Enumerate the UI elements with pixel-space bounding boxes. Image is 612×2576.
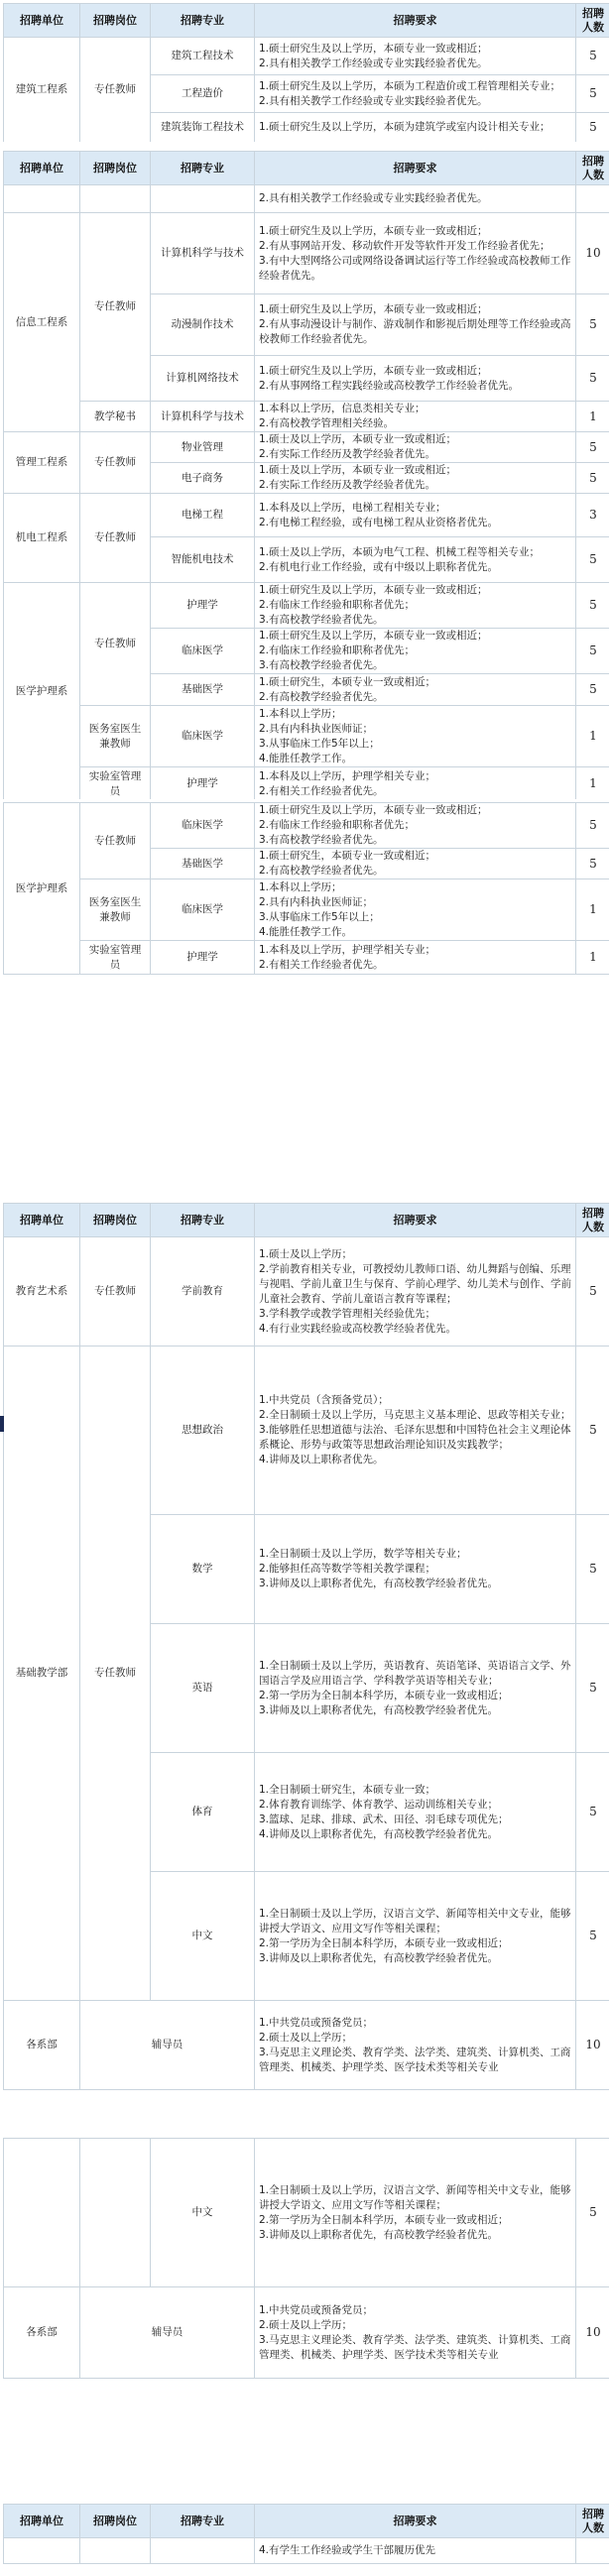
left-edge-marker bbox=[0, 1416, 4, 1432]
header-requirements: 招聘要求 bbox=[255, 1204, 576, 1237]
major-cell: 动漫制作技术 bbox=[151, 294, 255, 356]
table-block-5-table bbox=[3, 2138, 609, 2379]
table-block-4 bbox=[3, 1203, 609, 2130]
count-cell: 5 bbox=[576, 1237, 610, 1347]
requirements-cell: 1.硕士研究生及以上学历，本硕专业一致或相近； 2.有从事网站开发、移动软件开发等软件开发工作经验者优先； 3.有中大型网络公司或网络设备调试运行等工作经验或高校教师工作经验者优先。 bbox=[255, 213, 576, 294]
requirements-cell: 1.硕士研究生，本硕专业一致或相近； 2.有高校教学经验者优先。 bbox=[255, 674, 576, 706]
count-cell bbox=[576, 2538, 610, 2564]
table-row bbox=[4, 879, 610, 941]
header-position: 招聘岗位 bbox=[80, 1204, 151, 1237]
unit-cell: 医学护理系 bbox=[4, 583, 80, 800]
header-position: 招聘岗位 bbox=[80, 4, 151, 38]
requirements-cell: 1.本科以上学历，信息类相关专业； 2.有高校教学管理相关经验。 bbox=[255, 402, 576, 432]
count-cell: 1 bbox=[576, 767, 610, 800]
position-cell: 专任教师 bbox=[80, 1237, 151, 1347]
table-row bbox=[4, 2287, 610, 2379]
position-cell: 辅导员 bbox=[80, 2287, 255, 2379]
position-cell bbox=[80, 185, 151, 213]
header-major: 招聘专业 bbox=[151, 4, 255, 38]
count-cell: 5 bbox=[576, 1753, 610, 1872]
count-cell: 5 bbox=[576, 113, 610, 143]
count-cell: 5 bbox=[576, 1515, 610, 1624]
count-cell: 5 bbox=[576, 463, 610, 494]
requirements-cell: 1.硕士研究生及以上学历，本硕专业一致或相近； 2.有临床工作经验和职称者优先； 3.有高校教学经验者优先。 bbox=[255, 583, 576, 629]
header-requirements: 招聘要求 bbox=[255, 2505, 576, 2538]
major-cell: 电梯工程 bbox=[151, 494, 255, 537]
header-count: 招聘人数 bbox=[576, 152, 610, 185]
header-major: 招聘专业 bbox=[151, 152, 255, 185]
table-block-3 bbox=[3, 802, 609, 1199]
table-block-3-table bbox=[3, 802, 609, 975]
table-row bbox=[4, 1347, 610, 1515]
major-cell: 基础医学 bbox=[151, 674, 255, 706]
position-cell bbox=[80, 2139, 151, 2287]
count-cell: 5 bbox=[576, 849, 610, 879]
requirements-cell: 1.全日制硕士研究生，本硕专业一致； 2.体育教育训练学、体育教学、运动训练相关专业； 3.篮球、足球、排球、武术、田径、羽毛球专项优先； 4.讲师及以上职称者优先，有高校教学经验者优先。 bbox=[255, 1753, 576, 1872]
table-row bbox=[4, 432, 610, 463]
requirements-cell: 1.硕士及以上学历，本硕为电气工程、机械工程等相关专业； 2.有机电行业工作经验，或有中级以上职称者优先。 bbox=[255, 537, 576, 583]
unit-cell: 信息工程系 bbox=[4, 213, 80, 432]
table-block-2-table bbox=[3, 151, 609, 799]
requirements-cell: 1.本科及以上学历，护理学相关专业； 2.有相关工作经验者优先。 bbox=[255, 941, 576, 975]
table-block-5 bbox=[3, 2138, 609, 2480]
requirements-cell: 1.硕士研究生及以上学历，本硕专业一致或相近； 2.有临床工作经验和职称者优先； 3.有高校教学经验者优先。 bbox=[255, 803, 576, 849]
table-block-2 bbox=[3, 151, 609, 799]
major-cell: 计算机网络技术 bbox=[151, 356, 255, 402]
position-cell: 专任教师 bbox=[80, 1347, 151, 2001]
position-cell bbox=[80, 2538, 151, 2564]
major-cell: 思想政治 bbox=[151, 1347, 255, 1515]
count-cell: 10 bbox=[576, 2001, 610, 2090]
count-cell: 5 bbox=[576, 583, 610, 629]
major-cell: 护理学 bbox=[151, 941, 255, 975]
header-major: 招聘专业 bbox=[151, 1204, 255, 1237]
count-cell: 5 bbox=[576, 629, 610, 674]
requirements-cell: 1.硕士研究生及以上学历，本硕专业一致或相近； 2.具有相关教学工作经验或专业实践经验者优先。 bbox=[255, 38, 576, 75]
count-cell: 5 bbox=[576, 2139, 610, 2287]
major-cell: 临床医学 bbox=[151, 803, 255, 849]
table-block-4-table bbox=[3, 1203, 609, 2090]
header-count: 招聘人数 bbox=[576, 4, 610, 38]
requirements-cell: 1.全日制硕士及以上学历，汉语言文学、新闻等相关中文专业，能够讲授大学语文、应用文写作等相关课程； 2.第一学历为全日制本科学历，本硕专业一致或相近； 3.讲师及以上职称者优先，有高校教学经验者优先。 bbox=[255, 1872, 576, 2001]
requirements-cell: 1.硕士及以上学历，本硕专业一致或相近； 2.有实际工作经历及教学经验者优先。 bbox=[255, 432, 576, 463]
position-cell: 专任教师 bbox=[80, 494, 151, 583]
header-position: 招聘岗位 bbox=[80, 2505, 151, 2538]
major-cell: 临床医学 bbox=[151, 706, 255, 767]
requirements-cell: 1.中共党员或预备党员； 2.硕士及以上学历； 3.马克思主义理论类、教育学类、法学类、建筑类、计算机类、工商管理类、机械类、护理学类、医学技术类等相关专业 bbox=[255, 2287, 576, 2379]
major-cell: 英语 bbox=[151, 1624, 255, 1753]
position-cell: 专任教师 bbox=[80, 213, 151, 402]
unit-cell bbox=[4, 185, 80, 213]
table-block-1 bbox=[3, 3, 609, 142]
requirements-cell: 1.硕士研究生及以上学历，本硕专业一致或相近； 2.有从事网络工程实践经验或高校教学工作经验者优先。 bbox=[255, 356, 576, 402]
table-row bbox=[4, 941, 610, 975]
count-cell: 5 bbox=[576, 1872, 610, 2001]
count-cell: 3 bbox=[576, 494, 610, 537]
header-row bbox=[4, 4, 610, 38]
count-cell: 1 bbox=[576, 941, 610, 975]
requirements-cell: 1.本科及以上学历，护理学相关专业； 2.有相关工作经验者优先。 bbox=[255, 767, 576, 800]
requirements-cell: 1.本科以上学历； 2.具有内科执业医师证； 3.从事临床工作5年以上； 4.能胜任教学工作。 bbox=[255, 879, 576, 941]
count-cell: 1 bbox=[576, 706, 610, 767]
unit-cell: 医学护理系 bbox=[4, 803, 80, 975]
header-unit: 招聘单位 bbox=[4, 152, 80, 185]
unit-cell: 管理工程系 bbox=[4, 432, 80, 494]
header-requirements: 招聘要求 bbox=[255, 4, 576, 38]
major-cell: 基础医学 bbox=[151, 849, 255, 879]
count-cell: 5 bbox=[576, 356, 610, 402]
major-cell: 体育 bbox=[151, 1753, 255, 1872]
position-cell: 专任教师 bbox=[80, 432, 151, 494]
position-cell: 医务室医生兼教师 bbox=[80, 706, 151, 767]
count-cell: 5 bbox=[576, 432, 610, 463]
requirements-cell: 1.中共党员（含预备党员）； 2.全日制硕士及以上学历，马克思主义基本理论、思政等相关专业； 3.能够胜任思想道德与法治、毛泽东思想和中国特色社会主义理论体系概论、形势与政策等思想政治理论知识及实践教学； 4.讲师及以上职称者优先。 bbox=[255, 1347, 576, 1515]
major-cell bbox=[151, 2538, 255, 2564]
position-cell: 教学秘书 bbox=[80, 402, 151, 432]
requirements-cell: 1.本科以上学历； 2.具有内科执业医师证； 3.从事临床工作5年以上； 4.能胜任教学工作。 bbox=[255, 706, 576, 767]
table-row bbox=[4, 402, 610, 432]
count-cell: 5 bbox=[576, 38, 610, 75]
header-requirements: 招聘要求 bbox=[255, 152, 576, 185]
major-cell: 数学 bbox=[151, 1515, 255, 1624]
count-cell: 5 bbox=[576, 1624, 610, 1753]
unit-cell: 机电工程系 bbox=[4, 494, 80, 583]
unit-cell: 各系部 bbox=[4, 2001, 80, 2090]
header-major: 招聘专业 bbox=[151, 2505, 255, 2538]
count-cell: 5 bbox=[576, 294, 610, 356]
requirements-cell: 2.具有相关教学工作经验或专业实践经验者优先。 bbox=[255, 185, 576, 213]
requirements-cell: 1.硕士研究生及以上学历，本硕专业一致或相近； 2.有临床工作经验和职称者优先； 3.有高校教学经验者优先。 bbox=[255, 629, 576, 674]
count-cell: 1 bbox=[576, 402, 610, 432]
count-cell: 5 bbox=[576, 1347, 610, 1515]
table-block-6-table bbox=[3, 2504, 609, 2564]
major-cell: 护理学 bbox=[151, 583, 255, 629]
major-cell: 物业管理 bbox=[151, 432, 255, 463]
major-cell: 建筑工程技术 bbox=[151, 38, 255, 75]
count-cell: 5 bbox=[576, 75, 610, 113]
header-count: 招聘人数 bbox=[576, 1204, 610, 1237]
table-row bbox=[4, 2001, 610, 2090]
requirements-cell: 1.硕士及以上学历，本硕专业一致或相近； 2.有实际工作经历及教学经验者优先。 bbox=[255, 463, 576, 494]
major-cell: 工程造价 bbox=[151, 75, 255, 113]
requirements-cell: 1.本科及以上学历，电梯工程相关专业； 2.有电梯工程经验，或有电梯工程从业资格者优先。 bbox=[255, 494, 576, 537]
count-cell: 5 bbox=[576, 674, 610, 706]
header-row bbox=[4, 1204, 610, 1237]
table-row bbox=[4, 2139, 610, 2287]
position-cell: 实验室管理员 bbox=[80, 767, 151, 800]
major-cell bbox=[151, 185, 255, 213]
count-cell: 10 bbox=[576, 213, 610, 294]
major-cell: 电子商务 bbox=[151, 463, 255, 494]
position-cell: 专任教师 bbox=[80, 803, 151, 879]
count-cell: 5 bbox=[576, 803, 610, 849]
header-unit: 招聘单位 bbox=[4, 2505, 80, 2538]
major-cell: 中文 bbox=[151, 2139, 255, 2287]
position-cell: 专任教师 bbox=[80, 583, 151, 706]
table-row bbox=[4, 213, 610, 294]
header-row bbox=[4, 152, 610, 185]
count-cell: 10 bbox=[576, 2287, 610, 2379]
table-row bbox=[4, 1237, 610, 1347]
count-cell bbox=[576, 185, 610, 213]
major-cell: 建筑装饰工程技术 bbox=[151, 113, 255, 143]
major-cell: 临床医学 bbox=[151, 879, 255, 941]
major-cell: 中文 bbox=[151, 1872, 255, 2001]
requirements-cell: 1.中共党员或预备党员； 2.硕士及以上学历； 3.马克思主义理论类、教育学类、法学类、建筑类、计算机类、工商管理类、机械类、护理学类、医学技术类等相关专业 bbox=[255, 2001, 576, 2090]
count-cell: 1 bbox=[576, 879, 610, 941]
requirements-cell: 1.硕士研究生及以上学历，本硕为工程造价或工程管理相关专业； 2.具有相关教学工作经验或专业实践经验者优先。 bbox=[255, 75, 576, 113]
header-position: 招聘岗位 bbox=[80, 152, 151, 185]
table-row bbox=[4, 706, 610, 767]
unit-cell: 教育艺术系 bbox=[4, 1237, 80, 1347]
position-cell: 医务室医生兼教师 bbox=[80, 879, 151, 941]
count-cell: 5 bbox=[576, 537, 610, 583]
major-cell: 学前教育 bbox=[151, 1237, 255, 1347]
major-cell: 计算机科学与技术 bbox=[151, 402, 255, 432]
header-unit: 招聘单位 bbox=[4, 4, 80, 38]
major-cell: 智能机电技术 bbox=[151, 537, 255, 583]
position-cell: 辅导员 bbox=[80, 2001, 255, 2090]
major-cell: 计算机科学与技术 bbox=[151, 213, 255, 294]
requirements-cell: 1.硕士及以上学历； 2.学前教育相关专业，可教授幼儿教师口语、幼儿舞蹈与创编、乐理与视唱、学前儿童卫生与保育、学前心理学、幼儿美术与创作、学前儿童社会教育、学前儿童语言教育等课程； 3.学科教学或教学管理相关经验优先； 4.有行业实践经验或高校教学经验者优先。 bbox=[255, 1237, 576, 1347]
table-row bbox=[4, 38, 610, 75]
position-cell: 实验室管理员 bbox=[80, 941, 151, 975]
header-row bbox=[4, 2505, 610, 2538]
table-block-1-table bbox=[3, 3, 609, 142]
requirements-cell: 4.有学生工作经验或学生干部履历优先 bbox=[255, 2538, 576, 2564]
table-row bbox=[4, 185, 610, 213]
unit-cell: 建筑工程系 bbox=[4, 38, 80, 143]
unit-cell: 基础教学部 bbox=[4, 1347, 80, 2001]
requirements-cell: 1.全日制硕士及以上学历，英语教育、英语笔译、英语语言文学、外国语言学及应用语言学、学科教学英语等相关专业； 2.第一学历为全日制本科学历，本硕专业一致或相近； 3.讲师及以上职称者优先，有高校教学经验者优先。 bbox=[255, 1624, 576, 1753]
table-block-6 bbox=[3, 2504, 609, 2575]
unit-cell bbox=[4, 2538, 80, 2564]
header-unit: 招聘单位 bbox=[4, 1204, 80, 1237]
table-row bbox=[4, 494, 610, 537]
unit-cell bbox=[4, 2139, 80, 2287]
major-cell: 临床医学 bbox=[151, 629, 255, 674]
requirements-cell: 1.硕士研究生及以上学历，本硕为建筑学或室内设计相关专业； bbox=[255, 113, 576, 143]
unit-cell: 各系部 bbox=[4, 2287, 80, 2379]
table-row bbox=[4, 767, 610, 800]
requirements-cell: 1.全日制硕士及以上学历，数学等相关专业； 2.能够担任高等数学等相关教学课程； 3.讲师及以上职称者优先，有高校教学经验者优先。 bbox=[255, 1515, 576, 1624]
requirements-cell: 1.硕士研究生，本硕专业一致或相近； 2.有高校教学经验者优先。 bbox=[255, 849, 576, 879]
table-row bbox=[4, 583, 610, 629]
table-row bbox=[4, 803, 610, 849]
requirements-cell: 1.全日制硕士及以上学历，汉语言文学、新闻等相关中文专业，能够讲授大学语文、应用文写作等相关课程； 2.第一学历为全日制本科学历，本硕专业一致或相近； 3.讲师及以上职称者优先，有高校教学经验者优先。 bbox=[255, 2139, 576, 2287]
table-row bbox=[4, 2538, 610, 2564]
requirements-cell: 1.硕士研究生及以上学历，本硕专业一致或相近； 2.有从事动漫设计与制作、游戏制作和影视后期处理等工作经验或高校教师工作经验者优先。 bbox=[255, 294, 576, 356]
major-cell: 护理学 bbox=[151, 767, 255, 800]
position-cell: 专任教师 bbox=[80, 38, 151, 143]
header-count: 招聘人数 bbox=[576, 2505, 610, 2538]
